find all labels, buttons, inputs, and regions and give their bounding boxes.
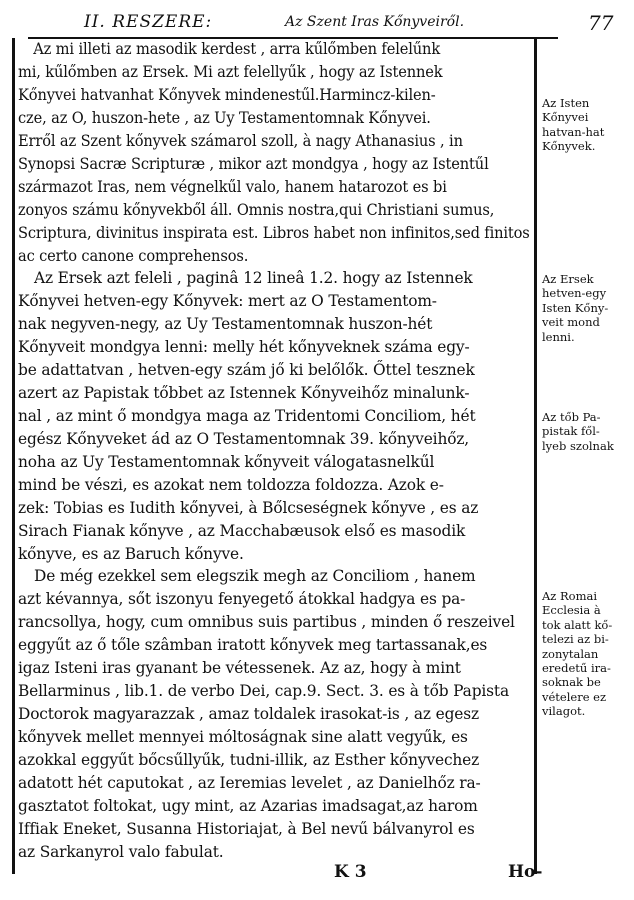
paragraph-1 xyxy=(18,38,557,268)
text-line: származot Iras, nem végnelkűl valo, hanem hatarozot es bi xyxy=(18,178,447,196)
note-line: vételere ez xyxy=(542,689,607,704)
note-line: Az Isten xyxy=(542,96,590,110)
paragraph-3 xyxy=(18,565,515,864)
text-line: azt kévannya, sőt iszonyu fenyegető átokkal hadgya es pa- xyxy=(18,590,466,608)
text-line: Sirach Fianak kőnyve , az Macchabæusok első es masodik xyxy=(18,522,466,540)
margin-note-4 xyxy=(542,589,630,719)
text-line: igaz Isteni iras gyanant be vétessenek. Az az, hogy à mint xyxy=(18,659,461,677)
note-line: Isten Kőny- xyxy=(542,300,609,315)
text-line: Kőnyveit mondgya lenni: melly hét kőnyveknek száma egy- xyxy=(18,338,470,356)
text-line: cze, az O, huszon-hete , az Uy Testamentomnak Kőnyvei. xyxy=(18,109,431,127)
text-line: eggyűt az ő tőle szâmban iratott kőnyvek meg tartassanak,es xyxy=(18,636,488,654)
text-line: az Sarkanyrol valo fabulat. xyxy=(18,843,224,861)
text-line: egész Kőnyveket ád az O Testamentomnak 39. kőnyveihőz, xyxy=(18,430,470,448)
note-line: Az Romai xyxy=(542,589,598,603)
main-text-column xyxy=(18,38,532,868)
signature-mark: K 3 xyxy=(334,862,367,882)
text-line: Doctorok magyarazzak , amaz toldalek irasokat-is , az egesz xyxy=(18,705,479,723)
text-line: Kőnyvei hetven-egy Kőnyvek: mert az O Testamentom- xyxy=(18,292,437,310)
text-line: De még ezekkel sem elegszik megh az Conciliom , hanem xyxy=(34,567,476,585)
text-line: zek: Tobias es Iudith kőnyvei, à Bőlcseségnek kőnyve , es az xyxy=(18,499,479,517)
text-line: zonyos számu kőnyvekből áll. Omnis nostra,qui Christiani sumus, xyxy=(18,201,495,219)
margin-note-2 xyxy=(542,272,630,344)
text-line: nal , az mint ő mondgya maga az Tridentomi Conciliom, hét xyxy=(18,407,476,425)
text-line: be adattatvan , hetven-egy szám jő ki belőlők. Őttel tesznek xyxy=(18,361,475,379)
text-line: Az mi illeti az masodik kerdest , arra kűlőmben felelűnk xyxy=(33,40,441,58)
text-line: Scriptura, divinitus inspirata est. Libros habet non infinitos,sed finitos xyxy=(18,224,530,242)
note-line: soknak be xyxy=(542,675,601,690)
text-line: Kőnyvei hatvanhat Kőnyvek mindenestűl.Harmincz-kilen- xyxy=(18,86,436,104)
text-line: Az Ersek azt feleli , paginâ 12 lineâ 1.2. hogy az Istennek xyxy=(34,269,473,287)
note-line: zonytalan xyxy=(542,646,599,661)
paragraph-2 xyxy=(18,267,478,566)
text-line: Synopsi Sacræ Scripturæ , mikor azt mondgya , hogy az Istentűl xyxy=(18,155,489,173)
note-line: hatvan-hat xyxy=(542,124,605,139)
margin-note-3 xyxy=(542,410,630,453)
note-line: Az Ersek xyxy=(542,272,594,286)
note-line: Az tőb Pa- xyxy=(542,410,601,424)
text-line: rancsollya, hogy, cum omnibus suis partibus , minden ő reszeivel xyxy=(18,613,515,631)
note-line: vilagot. xyxy=(542,704,586,719)
text-line: nak negyven-negy, az Uy Testamentomnak huszon-hét xyxy=(18,315,433,333)
text-line: azert az Papistak tőbbet az Istennek Kőnyveihőz minalunk- xyxy=(18,384,470,402)
text-line: mind be vészi, es azokat nem toldozza foldozza. Azok e- xyxy=(18,476,444,494)
note-line: hetven-egy xyxy=(542,286,607,301)
note-line: eredetű ira- xyxy=(542,661,611,676)
running-header xyxy=(28,4,628,36)
note-line: pistak fől- xyxy=(542,424,600,439)
note-line: Kőnyvek. xyxy=(542,139,596,154)
text-line: ac certo canone comprehensos. xyxy=(18,247,249,265)
note-line: lenni. xyxy=(542,329,575,344)
text-line: kőnyvek mellet mennyei móltoságnak sine alatt vegyűk, es xyxy=(18,728,468,746)
header-part: II. RESZERE: xyxy=(84,12,213,32)
margin-note-1 xyxy=(542,96,630,154)
text-line: mi, kűlőmben az Ersek. Mi azt felellyűk , hogy az Istennek xyxy=(18,63,443,81)
note-line: Kőnyvei xyxy=(542,110,589,125)
note-line: telezi az bi- xyxy=(542,632,609,647)
note-line: tok alatt kő- xyxy=(542,617,613,632)
text-line: kőnyve, es az Baruch kőnyve. xyxy=(18,545,244,563)
text-line: Iffiak Eneket, Susanna Historiajat, à Bel nevű bálvanyrol es xyxy=(18,820,475,838)
text-line: Bellarminus , lib.1. de verbo Dei, cap.9. Sect. 3. es à tőb Papista xyxy=(18,682,509,700)
note-line: lyeb szolnak xyxy=(542,438,614,453)
text-line: adatott hét caputokat , az Ieremias levelet , az Danielhőz ra- xyxy=(18,774,481,792)
text-line: azokkal eggyűt bőcsűllyűk, tudni-illik, az Esther kőnyvechez xyxy=(18,751,480,769)
text-line: gasztatot foltokat, ugy mint, az Azarias imadsagat,az harom xyxy=(18,797,478,815)
header-title: Az Szent Iras Kőnyveiről. xyxy=(285,14,465,30)
frame-left-rule xyxy=(12,38,15,874)
note-line: veit mond xyxy=(542,315,600,330)
text-line: Erről az Szent kőnyvek számarol szoll, à nagy Athanasius , in xyxy=(18,132,463,150)
catchword: Ho- xyxy=(508,862,543,882)
page-number: 77 xyxy=(588,11,614,35)
note-line: Ecclesia à xyxy=(542,603,601,618)
text-line: noha az Uy Testamentomnak kőnyveit válogatasnelkűl xyxy=(18,453,435,471)
